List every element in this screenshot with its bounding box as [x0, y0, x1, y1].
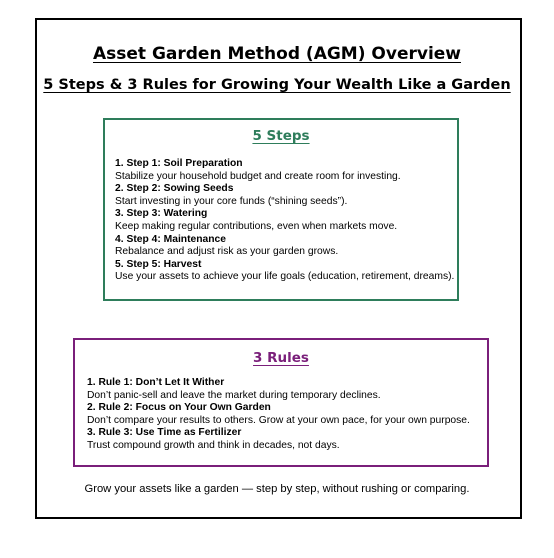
rules-list — [87, 377, 470, 453]
rule-description: Trust compound growth and think in decades, not days. — [87, 439, 340, 451]
step-description: Start investing in your core funds (“shining seeds”). — [115, 195, 348, 207]
step-label: 4. Step 4: Maintenance — [115, 233, 227, 245]
step-label: 3. Step 3: Watering — [115, 208, 208, 220]
step-label: 2. Step 2: Sowing Seeds — [115, 183, 234, 195]
step-description: Stabilize your household budget and create room for investing. — [115, 170, 401, 182]
rule-description: Don’t panic-sell and leave the market during temporary declines. — [87, 389, 381, 401]
rule-label: 1. Rule 1: Don’t Let It Wither — [87, 377, 225, 388]
footer-tagline: Grow your assets like a garden — step by step, without rushing or comparing. — [84, 483, 470, 495]
step-item — [115, 234, 454, 259]
steps-panel — [103, 118, 459, 301]
step-description: Keep making regular contributions, even when markets move. — [115, 220, 398, 232]
steps-heading: 5 Steps — [252, 128, 310, 144]
step-item — [115, 208, 454, 233]
rule-label: 3. Rule 3: Use Time as Fertilizer — [87, 427, 242, 439]
rule-label: 2. Rule 2: Focus on Your Own Garden — [87, 402, 271, 414]
step-label: 5. Step 5: Harvest — [115, 258, 202, 270]
steps-list — [115, 158, 454, 284]
step-description: Rebalance and adjust risk as your garden grows. — [115, 246, 339, 258]
rule-item — [87, 377, 470, 402]
diagram-subtitle: 5 Steps & 3 Rules for Growing Your Wealth Like a Garden — [43, 77, 511, 93]
rule-description: Don’t compare your results to others. Grow at your own pace, for your own purpose. — [87, 414, 470, 426]
rule-item — [87, 427, 470, 452]
diagram-title: Asset Garden Method (AGM) Overview — [92, 44, 461, 64]
step-description: Use your assets to achieve your life goals (education, retirement, dreams). — [115, 271, 455, 283]
step-item — [115, 183, 454, 208]
step-item — [115, 259, 454, 284]
step-label: 1. Step 1: Soil Preparation — [115, 158, 243, 169]
rules-heading: 3 Rules — [253, 350, 309, 366]
rules-panel — [73, 338, 489, 467]
rule-item — [87, 402, 470, 427]
step-item — [115, 158, 454, 183]
